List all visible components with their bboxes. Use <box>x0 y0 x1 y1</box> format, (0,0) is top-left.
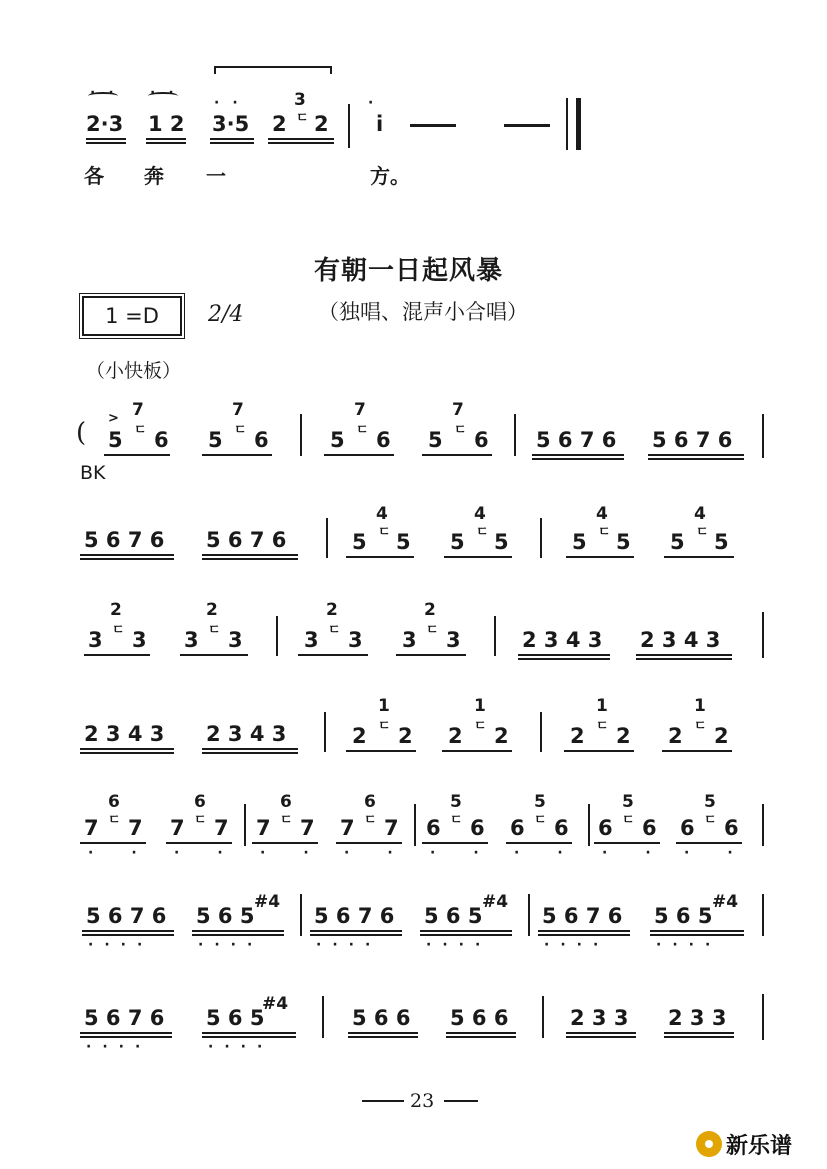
mordent-mark: ㄷ <box>364 813 377 828</box>
barline <box>540 518 542 558</box>
beam <box>348 1036 418 1038</box>
note-group: 5 6 6 <box>450 1006 509 1030</box>
note: 3 <box>88 628 103 652</box>
note-group: 5 6 7 6 <box>84 1006 165 1030</box>
note-group: 2 3 3 <box>570 1006 629 1030</box>
beam <box>442 750 512 752</box>
beam <box>566 1032 636 1034</box>
note: 2 <box>272 112 287 136</box>
note: 6 <box>474 428 489 452</box>
note: 5 <box>396 530 411 554</box>
beam <box>202 748 298 750</box>
note: 6 <box>724 816 739 840</box>
mordent-mark: ㄷ <box>694 719 707 734</box>
beam <box>180 654 248 656</box>
note: 3 <box>348 628 363 652</box>
barline <box>414 804 416 846</box>
octave-dots: ·· <box>260 845 347 861</box>
note: 3 <box>304 628 319 652</box>
beam <box>348 1032 418 1034</box>
octave-dots: ·· <box>90 85 127 101</box>
note: 7 <box>340 816 355 840</box>
time-signature: 2/4 <box>208 302 244 327</box>
beam <box>538 934 630 936</box>
beam <box>84 654 150 656</box>
octave-dots: ···· <box>656 937 722 953</box>
mordent-mark: ㄷ <box>378 719 391 734</box>
mordent-mark: ㄷ <box>112 623 125 638</box>
mordent-mark: ㄷ <box>108 813 121 828</box>
octave-dots: ···· <box>316 937 382 953</box>
mordent-mark: ㄷ <box>296 111 309 126</box>
note-group: 5 6 5 <box>196 904 255 928</box>
grace-note: 6 <box>280 792 292 812</box>
final-barline <box>576 98 581 150</box>
note: 2 <box>494 724 509 748</box>
mordent-mark: ㄷ <box>356 423 369 438</box>
note: 5 <box>714 530 729 554</box>
note: 5 <box>616 530 631 554</box>
barline <box>540 712 542 752</box>
beam <box>310 930 402 932</box>
note: 6 <box>470 816 485 840</box>
sharp-note: #4 <box>254 892 281 912</box>
barline <box>244 804 246 846</box>
note: 7 <box>128 816 143 840</box>
note: 5 <box>494 530 509 554</box>
octave-dots: ·· <box>214 95 251 111</box>
lyric: 一 <box>206 164 226 188</box>
beam <box>566 556 634 558</box>
note: 2 <box>668 724 683 748</box>
note-group: 2 3 4 3 <box>84 722 165 746</box>
beam <box>636 658 732 660</box>
tempo-marking: （小快板） <box>86 360 182 382</box>
beam <box>86 138 126 140</box>
note: 6 <box>426 816 441 840</box>
note: 7 <box>256 816 271 840</box>
note: 6 <box>598 816 613 840</box>
note-group: 5 6 6 <box>352 1006 411 1030</box>
note: 5 <box>428 428 443 452</box>
note: 2 <box>314 112 329 136</box>
note-group: 2 3 4 3 <box>640 628 721 652</box>
mordent-mark: ㄷ <box>208 623 221 638</box>
beam <box>446 1032 516 1034</box>
grace-note: 6 <box>364 792 376 812</box>
octave-dots: ·· <box>150 85 187 101</box>
beam <box>648 458 744 460</box>
beam <box>310 934 402 936</box>
note: 5 <box>572 530 587 554</box>
mordent-mark: ㄷ <box>194 813 207 828</box>
grace-note: 4 <box>376 504 388 524</box>
grace-note: 1 <box>596 696 608 716</box>
octave-dots: ···· <box>544 937 610 953</box>
note-group: 1 2 <box>148 112 185 136</box>
beam <box>346 750 416 752</box>
barline <box>300 894 302 936</box>
beam <box>518 654 610 656</box>
dash <box>410 124 456 127</box>
mordent-mark: ㄷ <box>378 525 391 540</box>
dash <box>504 124 550 127</box>
barline <box>762 894 764 936</box>
song-title: 有朝一日起风暴 <box>314 256 504 286</box>
beam <box>532 458 624 460</box>
beam <box>202 1032 296 1034</box>
beam <box>664 1036 734 1038</box>
grace-note: 4 <box>694 504 706 524</box>
beam <box>202 454 272 456</box>
grace-note: 4 <box>596 504 608 524</box>
lyric: 方。 <box>370 164 410 188</box>
octave-dots: ·· <box>174 845 261 861</box>
beam <box>662 750 732 752</box>
barline <box>588 804 590 846</box>
note: 3 <box>446 628 461 652</box>
mordent-mark: ㄷ <box>598 525 611 540</box>
beam <box>650 930 744 932</box>
sharp-note: #4 <box>262 994 289 1014</box>
rehearsal-mark: BK <box>80 462 106 484</box>
mordent-mark: ㄷ <box>328 623 341 638</box>
beam <box>422 454 492 456</box>
beam <box>104 454 170 456</box>
grace-note: 7 <box>232 400 244 420</box>
note: 2 <box>570 724 585 748</box>
beam <box>192 930 284 932</box>
grace-note: 6 <box>108 792 120 812</box>
barline <box>494 616 496 656</box>
barline <box>326 518 328 558</box>
barline <box>300 414 302 456</box>
grace-note: 2 <box>424 600 436 620</box>
beam <box>538 930 630 932</box>
mordent-mark: ㄷ <box>474 719 487 734</box>
beam <box>564 750 634 752</box>
octave-dots: ·· <box>514 845 601 861</box>
note-group: 5 6 7 6 <box>314 904 395 928</box>
grace-note: 5 <box>450 792 462 812</box>
note-group: 5 6 7 6 <box>84 528 165 552</box>
note: 7 <box>170 816 185 840</box>
beam <box>80 748 174 750</box>
note-group: 5 6 5 <box>206 1006 265 1030</box>
beam <box>422 842 488 844</box>
barline <box>762 804 764 846</box>
note-group: 5 6 7 6 <box>652 428 733 452</box>
note: 2 <box>448 724 463 748</box>
note: 6 <box>554 816 569 840</box>
note-group: 5 6 5 <box>424 904 483 928</box>
mordent-mark: ㄷ <box>234 423 247 438</box>
barline <box>324 712 326 752</box>
grace-note: 4 <box>474 504 486 524</box>
beam <box>420 934 512 936</box>
note: 5 <box>330 428 345 452</box>
grace-note: 7 <box>354 400 366 420</box>
note: 6 <box>680 816 695 840</box>
mordent-mark: ㄷ <box>280 813 293 828</box>
note-group: 5 6 5 <box>654 904 713 928</box>
beam <box>532 454 624 456</box>
beam <box>636 654 732 656</box>
beam <box>518 658 610 660</box>
octave-dots: ···· <box>86 1039 152 1055</box>
beam <box>650 934 744 936</box>
octave-dots: ·· <box>344 845 431 861</box>
beam <box>82 930 174 932</box>
beam <box>202 752 298 754</box>
grace-note: 5 <box>704 792 716 812</box>
note: 5 <box>450 530 465 554</box>
octave-dots: · <box>368 95 387 111</box>
grace-note: 1 <box>474 696 486 716</box>
grace-note: 6 <box>194 792 206 812</box>
beam <box>446 1036 516 1038</box>
grace-note: 1 <box>378 696 390 716</box>
barline <box>514 414 516 456</box>
barline <box>276 616 278 656</box>
open-paren: ( <box>76 418 87 448</box>
octave-dots: ·· <box>684 845 771 861</box>
grace-note: 5 <box>534 792 546 812</box>
note: 6 <box>154 428 169 452</box>
barline <box>762 994 764 1040</box>
note-group: 5 6 7 6 <box>86 904 167 928</box>
beam <box>210 138 254 140</box>
mordent-mark: ㄷ <box>426 623 439 638</box>
note: 2 <box>714 724 729 748</box>
beam <box>298 654 368 656</box>
barline <box>528 894 530 936</box>
beam <box>676 842 742 844</box>
note: 5 <box>352 530 367 554</box>
grace-note: 5 <box>622 792 634 812</box>
note-group: 2 3 4 3 <box>522 628 603 652</box>
grace-note: 3 <box>294 90 306 110</box>
note-group: 3·5 <box>212 112 250 136</box>
mordent-mark: ㄷ <box>704 813 717 828</box>
grace-note: 7 <box>132 400 144 420</box>
beam <box>192 934 284 936</box>
octave-dots: ·· <box>430 845 517 861</box>
note-group: 2 3 4 3 <box>206 722 287 746</box>
page-number-rule <box>444 1100 478 1102</box>
barline <box>542 996 544 1038</box>
beam <box>80 1036 172 1038</box>
barline <box>762 414 764 458</box>
beam <box>252 842 318 844</box>
beam <box>444 556 512 558</box>
mordent-mark: ㄷ <box>134 423 147 438</box>
song-subtitle: （独唱、混声小合唱） <box>318 300 528 324</box>
mordent-mark: ㄷ <box>622 813 635 828</box>
note: 3 <box>228 628 243 652</box>
octave-dots: ·· <box>602 845 689 861</box>
note-group: 5 6 7 6 <box>206 528 287 552</box>
mordent-mark: ㄷ <box>596 719 609 734</box>
note: 7 <box>384 816 399 840</box>
note-group: 5 6 7 6 <box>542 904 623 928</box>
grace-note: 2 <box>206 600 218 620</box>
beam <box>506 842 572 844</box>
octave-dots: ···· <box>88 937 154 953</box>
watermark-text: 新乐谱 <box>726 1133 793 1159</box>
note: 6 <box>254 428 269 452</box>
note: 5 <box>670 530 685 554</box>
note: 3 <box>132 628 147 652</box>
disc-icon <box>696 1131 722 1157</box>
note: 7 <box>300 816 315 840</box>
beam <box>566 1036 636 1038</box>
beam <box>80 752 174 754</box>
grace-note: 1 <box>694 696 706 716</box>
note: 5 <box>108 428 123 452</box>
barline <box>322 996 324 1038</box>
beam <box>324 454 394 456</box>
note: 3 <box>402 628 417 652</box>
barline <box>348 104 350 148</box>
beam <box>80 558 174 560</box>
beam <box>396 654 466 656</box>
beam <box>210 142 254 144</box>
mordent-mark: ㄷ <box>534 813 547 828</box>
beam <box>594 842 660 844</box>
note: i <box>376 112 384 136</box>
octave-dots: ·· <box>88 845 175 861</box>
barline <box>762 612 764 658</box>
beam <box>202 558 298 560</box>
grace-note: 2 <box>110 600 122 620</box>
grace-note: 7 <box>452 400 464 420</box>
beam <box>268 142 334 144</box>
octave-dots: ···· <box>426 937 492 953</box>
beam <box>346 556 414 558</box>
note: 6 <box>376 428 391 452</box>
octave-dots: ···· <box>208 1039 274 1055</box>
beam <box>664 556 734 558</box>
mordent-mark: ㄷ <box>450 813 463 828</box>
beam <box>268 138 334 140</box>
mordent-mark: ㄷ <box>696 525 709 540</box>
beam <box>202 554 298 556</box>
page-number-rule <box>362 1100 404 1102</box>
grace-note: 2 <box>326 600 338 620</box>
note: 2 <box>398 724 413 748</box>
lyric: 各 <box>84 164 104 188</box>
beam <box>336 842 402 844</box>
beam <box>80 842 146 844</box>
triplet-bracket <box>214 66 332 74</box>
note: 6 <box>642 816 657 840</box>
page-number: 23 <box>410 1090 435 1112</box>
sharp-note: #4 <box>482 892 509 912</box>
note: 6 <box>510 816 525 840</box>
lyric: 奔 <box>144 164 164 188</box>
barline <box>566 98 568 150</box>
octave-dots: ···· <box>198 937 264 953</box>
beam <box>202 1036 296 1038</box>
beam <box>86 142 126 144</box>
beam <box>146 142 186 144</box>
mordent-mark: ㄷ <box>476 525 489 540</box>
note: 2 <box>616 724 631 748</box>
beam <box>166 842 232 844</box>
beam <box>648 454 744 456</box>
accent-mark: > <box>108 411 119 426</box>
beam <box>82 934 174 936</box>
note-group: 5 6 7 6 <box>536 428 617 452</box>
beam <box>80 1032 172 1034</box>
watermark-logo <box>696 1125 820 1163</box>
note: 7 <box>84 816 99 840</box>
note-group: 2·3 <box>86 112 124 136</box>
note: 3 <box>184 628 199 652</box>
sharp-note: #4 <box>712 892 739 912</box>
note: 5 <box>208 428 223 452</box>
beam <box>664 1032 734 1034</box>
note: 2 <box>352 724 367 748</box>
key-signature: 1 =D <box>82 296 182 336</box>
note-group: 2 3 3 <box>668 1006 727 1030</box>
mordent-mark: ㄷ <box>454 423 467 438</box>
beam <box>420 930 512 932</box>
beam <box>80 554 174 556</box>
beam <box>146 138 186 140</box>
note: 7 <box>214 816 229 840</box>
